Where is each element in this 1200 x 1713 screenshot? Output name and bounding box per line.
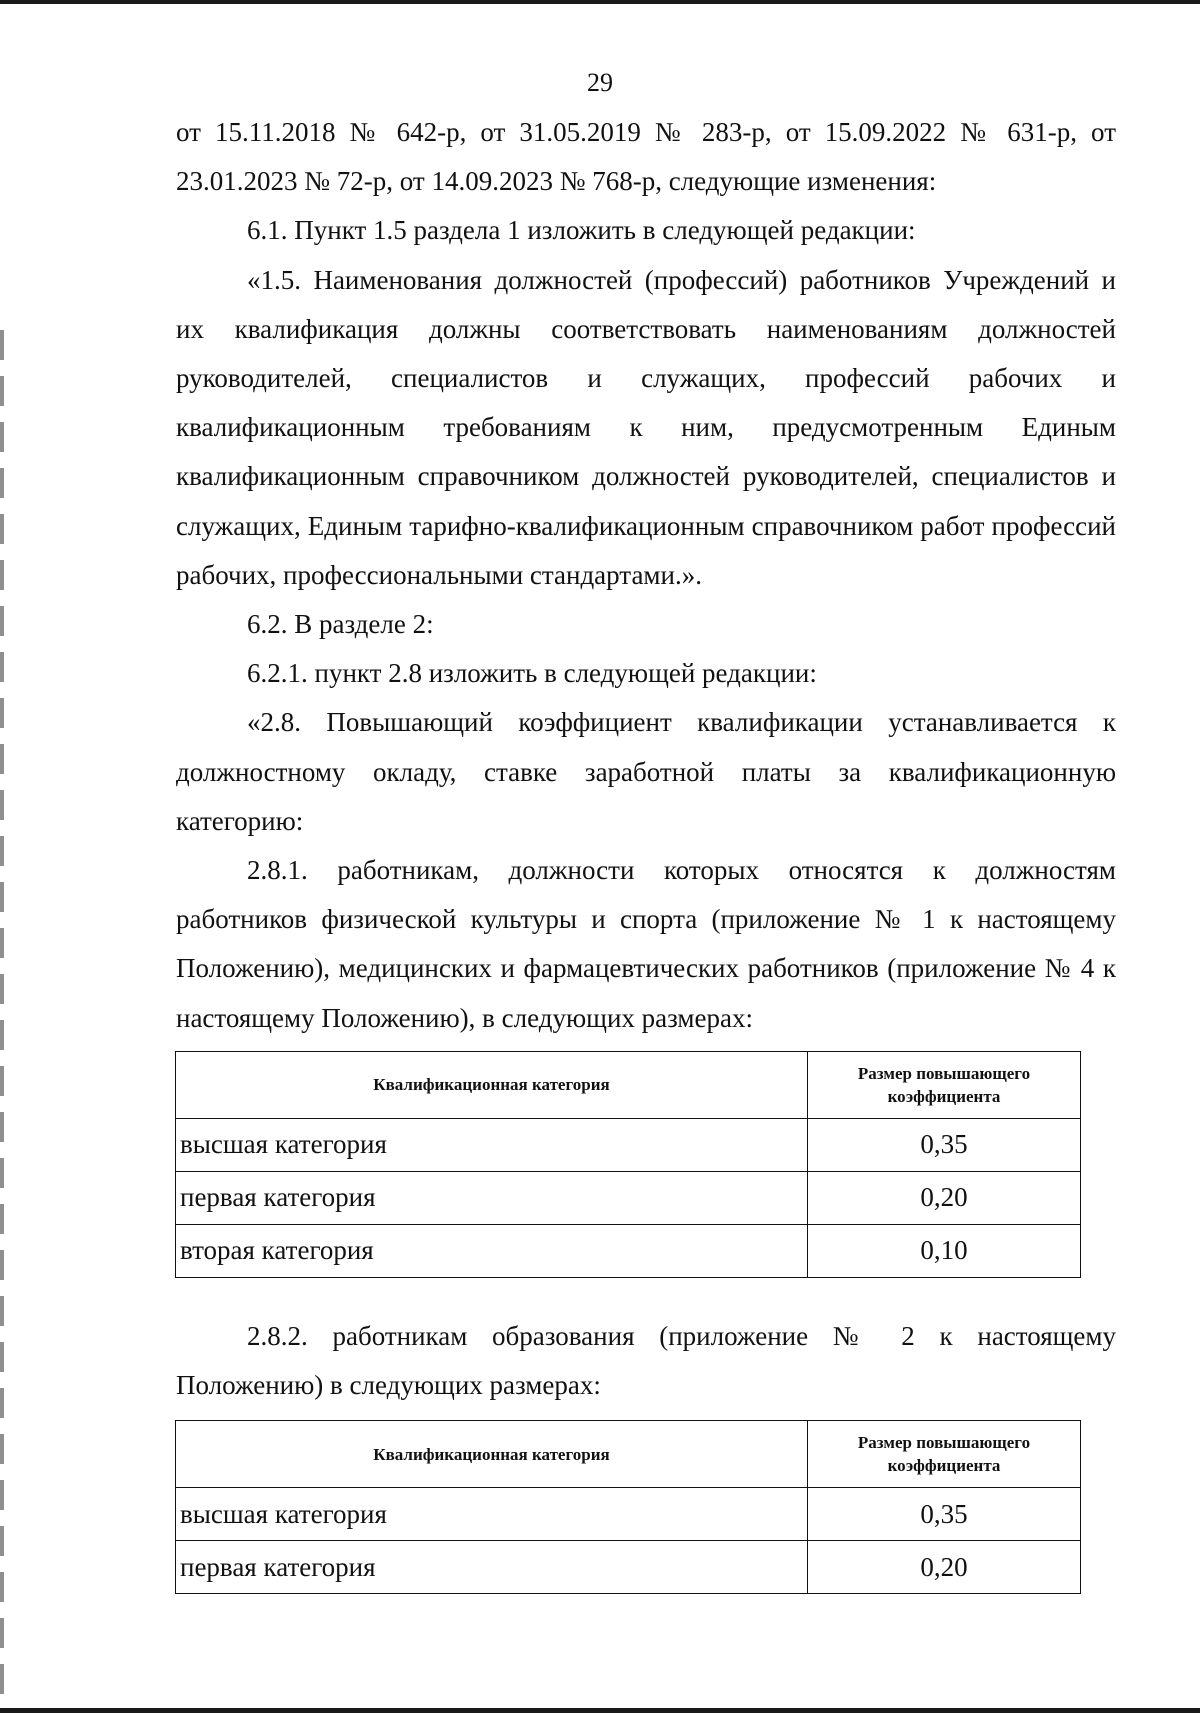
scan-edge-bottom [0,1708,1200,1713]
page-number: 29 [587,68,613,97]
coefficient-cell: 0,20 [808,1541,1081,1594]
table-row [176,1541,1081,1594]
coefficient-table-2 [175,1420,1081,1594]
paragraph-2-8-2: 2.8.2. работникам образования (приложение № 2 к настоящему Положению) в следующих размерах: [176,1320,1116,1401]
category-cell: высшая категория [176,1118,808,1171]
table-row [176,1118,1081,1171]
category-cell: первая категория [176,1541,808,1594]
scan-edge-top [0,0,1200,4]
table-row [176,1171,1081,1224]
header-coefficient: Размер повышающего коэффициента [808,1421,1081,1488]
paragraph-1-5: «1.5. Наименования должностей (профессий) работников Учреждений и их квалификация должны соответствовать наименованиям должностей руководителей, специалистов и служащих, профессий рабочих и квалификационным требованиям к ним, предусмотренным Единым квалификационным справочником должностей руководителей, специалистов и служащих, Единым тарифно-квалификационным справочником работ профессий рабочих, профессиональными стандартами.». [176,264,1116,590]
header-category: Квалификационная категория [176,1421,808,1488]
coefficient-table-1 [175,1051,1081,1278]
category-cell: первая категория [176,1171,808,1224]
coefficient-cell: 0,35 [808,1488,1081,1541]
table-header-row [176,1421,1081,1488]
paragraph-amendments-intro: от 15.11.2018 № 642-р, от 31.05.2019 № 283-р, от 15.09.2022 № 631-р, от 23.01.2023 № 72-р, от 14.09.2023 № 768-р, следующие изменения: [176,117,1116,197]
category-cell: вторая категория [176,1224,808,1277]
header-category: Квалификационная категория [176,1051,808,1118]
table-1-container [176,1051,1116,1278]
scan-edge-left [0,330,4,1710]
table-row [176,1488,1081,1541]
table-2-container [176,1420,1116,1594]
table-row [176,1224,1081,1277]
category-cell: высшая категория [176,1488,808,1541]
coefficient-cell: 0,35 [808,1118,1081,1171]
header-coefficient: Размер повышающего коэффициента [808,1051,1081,1118]
coefficient-cell: 0,10 [808,1224,1081,1277]
document-body [176,108,1116,1594]
paragraph-2-8-1: 2.8.1. работникам, должности которых относятся к должностям работников физической культуры и спорта (приложение № 1 к настоящему Положению), медицинских и фармацевтических работников (приложение № 4 к настоящему Положению), в следующих размерах: [176,855,1116,1033]
paragraph-6-2-1: 6.2.1. пункт 2.8 изложить в следующей редакции: [247,658,817,689]
paragraph-6-2: 6.2. В разделе 2: [247,609,434,640]
paragraph-2-8: «2.8. Повышающий коэффициент квалификации устанавливается к должностному окладу, ставке заработной платы за квалификационную категорию: [176,707,1116,836]
table-header-row [176,1051,1081,1118]
paragraph-6-1: 6.1. Пункт 1.5 раздела 1 изложить в следующей редакции: [247,215,916,246]
coefficient-cell: 0,20 [808,1171,1081,1224]
